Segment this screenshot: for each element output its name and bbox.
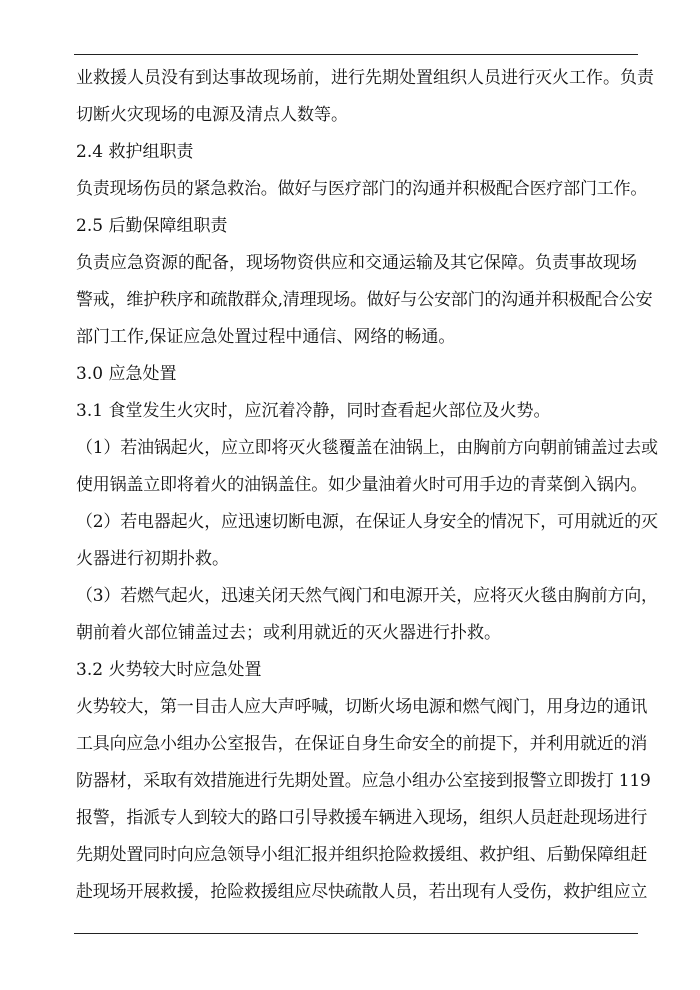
text-line: 工具向应急小组办公室报告，在保证自身生命安全的前提下，并利用就近的消 — [76, 734, 648, 754]
section-heading: 3.2 火势较大时应急处置 — [76, 660, 262, 680]
text-line: 负责现场伤员的紧急救治。做好与医疗部门的沟通并积极配合医疗部门工作。 — [76, 179, 648, 199]
document-body — [76, 60, 658, 911]
section-heading: 3.0 应急处置 — [76, 364, 177, 384]
text-line: （2）若电器起火，应迅速切断电源，在保证人身安全的情况下，可用就近的灭 — [76, 512, 658, 532]
footer-rule — [74, 933, 638, 934]
text-line: 火器进行初期扑救。 — [76, 549, 229, 569]
text-line: 警戒，维护秩序和疏散群众,清理现场。做好与公安部门的沟通并积极配合公安 — [76, 290, 653, 310]
text-line: 业救援人员没有到达事故现场前，进行先期处置组织人员进行灭火工作。负责 — [76, 68, 654, 88]
header-rule — [74, 54, 638, 55]
text-line: 报警，指派专人到较大的路口引导救援车辆进入现场，组织人员赶赴现场进行 — [76, 808, 648, 828]
text-line: 火势较大，第一目击人应大声呼喊，切断火场电源和燃气阀门，用身边的通讯 — [76, 697, 648, 717]
text-line: 防器材，采取有效措施进行先期处置。应急小组办公室接到报警立即拨打 119 — [76, 771, 651, 791]
text-line: 切断火灾现场的电源及清点人数等。 — [76, 105, 348, 125]
text-line: 先期处置同时向应急领导小组汇报并组织抢险救援组、救护组、后勤保障组赶 — [76, 845, 648, 865]
text-line: 部门工作,保证应急处置过程中通信、网络的畅通。 — [76, 327, 456, 347]
text-line: 赴现场开展救援，抢险救援组应尽快疏散人员，若出现有人受伤，救护组应立 — [76, 882, 648, 902]
text-line: 负责应急资源的配备，现场物资供应和交通运输及其它保障。负责事故现场 — [76, 253, 637, 273]
section-heading: 2.4 救护组职责 — [76, 142, 194, 162]
text-line: 朝前着火部位铺盖过去；或利用就近的灭火器进行扑救。 — [76, 623, 501, 643]
text-line: 使用锅盖立即将着火的油锅盖住。如少量油着火时可用手边的青菜倒入锅内。 — [76, 475, 648, 495]
text-line: （3）若燃气起火，迅速关闭天然气阀门和电源开关，应将灭火毯由胸前方向， — [76, 586, 658, 606]
section-heading: 3.1 食堂发生火灾时，应沉着冷静，同时查看起火部位及火势。 — [76, 401, 551, 421]
section-heading: 2.5 后勤保障组职责 — [76, 216, 228, 236]
text-line: （1）若油锅起火，应立即将灭火毯覆盖在油锅上，由胸前方向朝前铺盖过去或 — [76, 438, 658, 458]
